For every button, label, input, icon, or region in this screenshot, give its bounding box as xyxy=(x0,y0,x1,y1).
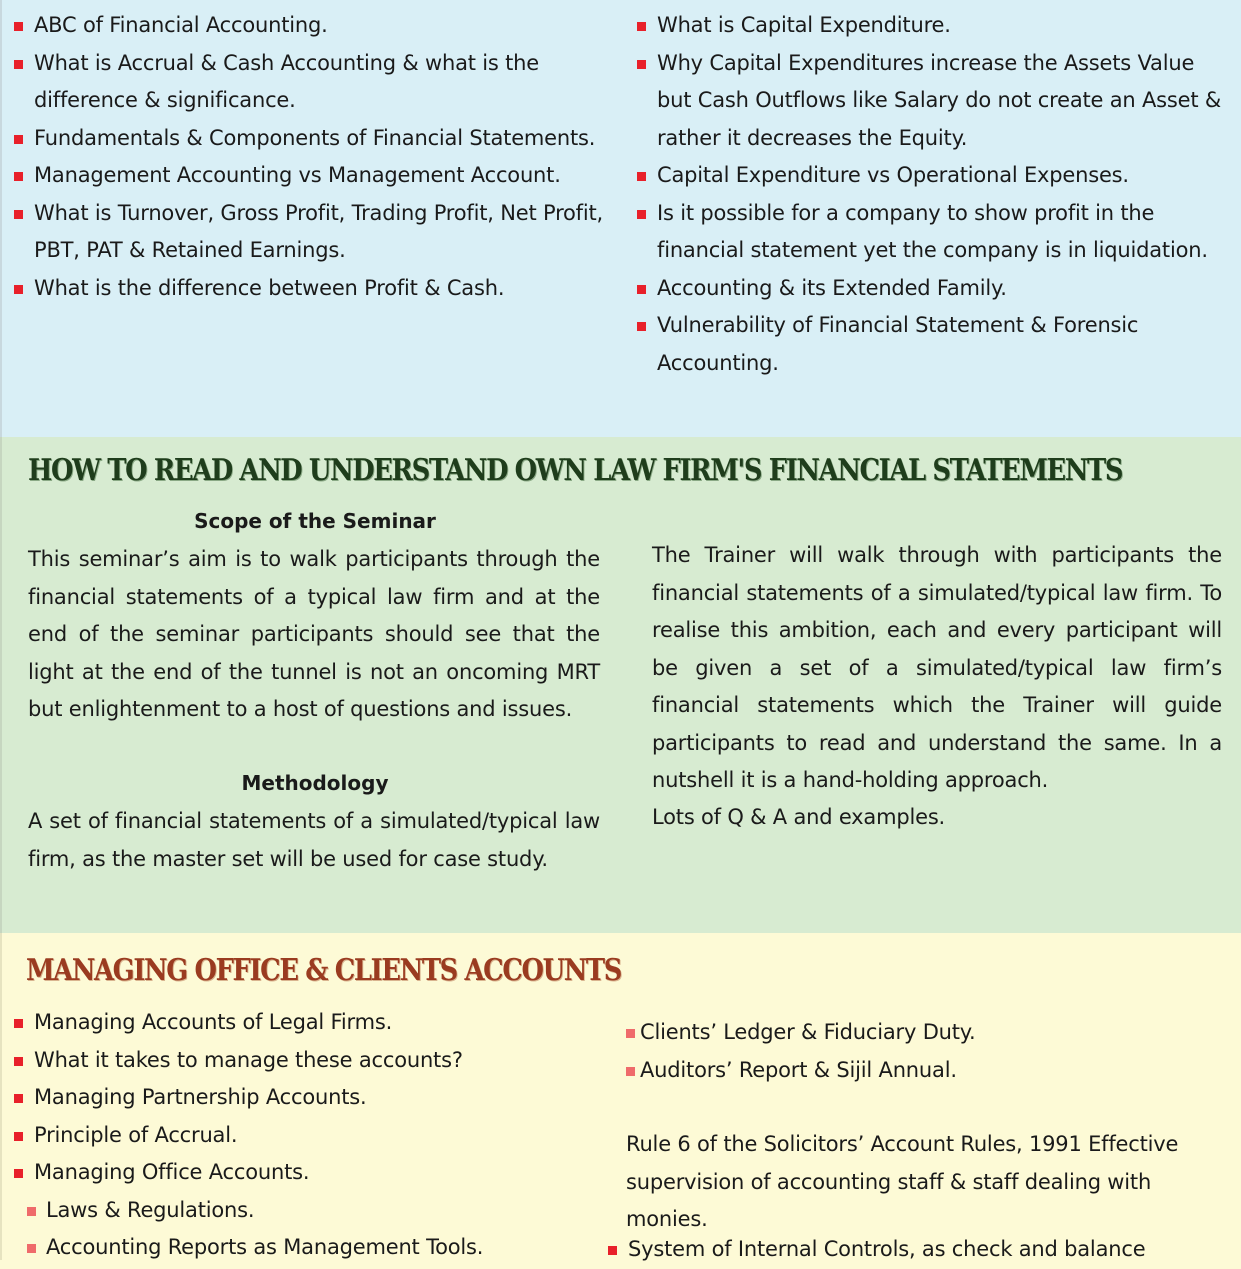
list-item-text: Managing Partnership Accounts. xyxy=(34,1085,367,1109)
bullet-square-icon xyxy=(14,1019,23,1028)
list-item xyxy=(637,157,1227,195)
list-item xyxy=(608,1231,1228,1269)
list-item xyxy=(14,270,604,308)
scope-heading: Scope of the Seminar xyxy=(194,509,436,533)
list-item-text: What is Turnover, Gross Profit, Trading Profit, Net Profit, PBT, PAT & Retained Earnings. xyxy=(34,200,604,262)
topics-left-list xyxy=(14,7,604,307)
list-item-text: What is Capital Expenditure. xyxy=(657,13,951,37)
list-item xyxy=(14,7,604,45)
bullet-square-icon xyxy=(608,1246,617,1255)
section-title: HOW TO READ AND UNDERSTAND OWN LAW FIRM'S FINANCIAL STATEMENTS xyxy=(28,453,1123,488)
bullet-square-icon xyxy=(14,1169,23,1178)
managing-left-column xyxy=(14,1004,604,1267)
managing-accounts-section xyxy=(0,933,1241,1260)
managing-right-sub-list xyxy=(626,1014,1216,1089)
list-item xyxy=(626,1052,1216,1090)
bullet-square-icon xyxy=(637,22,646,31)
methodology-paragraph: A set of financial statements of a simulated/typical law firm, as the master set will be used for case study. xyxy=(28,809,600,871)
list-item xyxy=(14,1229,604,1267)
list-item xyxy=(626,1014,1216,1052)
list-item xyxy=(14,1042,604,1080)
rule-6-paragraph: Rule 6 of the Solicitors’ Account Rules, 1991 Effective supervision of accounting staff & staff dealing with monies. xyxy=(626,1132,1179,1231)
list-item xyxy=(14,120,604,158)
bullet-square-icon xyxy=(14,22,23,31)
list-item-text: Managing Office Accounts. xyxy=(34,1160,310,1184)
list-item xyxy=(14,45,604,120)
managing-left-list xyxy=(14,1004,604,1267)
list-item xyxy=(637,195,1227,270)
qa-note: Lots of Q & A and examples. xyxy=(652,805,946,829)
topics-left-column xyxy=(14,7,604,307)
list-item xyxy=(14,195,604,270)
section-title: MANAGING OFFICE & CLIENTS ACCOUNTS xyxy=(26,953,622,988)
list-item-text: What is Accrual & Cash Accounting & what is the difference & significance. xyxy=(34,50,539,112)
list-item-text: Capital Expenditure vs Operational Expenses. xyxy=(657,163,1129,187)
list-item-text: What is the difference between Profit & Cash. xyxy=(34,275,505,300)
list-item xyxy=(14,1004,604,1042)
list-item-text: Vulnerability of Financial Statement & Forensic Accounting. xyxy=(657,313,1139,375)
managing-right-list xyxy=(608,1231,1228,1269)
bullet-square-icon xyxy=(14,285,23,294)
list-item-text: Accounting Reports as Management Tools. xyxy=(46,1235,484,1259)
list-item-text: Accounting & its Extended Family. xyxy=(657,275,1007,300)
list-item xyxy=(14,1079,604,1117)
list-item-text: Laws & Regulations. xyxy=(46,1197,255,1222)
list-item-text: Managing Accounts of Legal Firms. xyxy=(34,1010,393,1034)
methodology-heading: Methodology xyxy=(241,771,389,795)
bullet-square-icon xyxy=(14,1132,23,1141)
list-item xyxy=(637,7,1227,45)
bullet-square-icon xyxy=(27,1207,36,1216)
list-item-text: Fundamentals & Components of Financial Statements. xyxy=(34,125,596,150)
list-item-text: What it takes to manage these accounts? xyxy=(34,1047,463,1072)
list-item xyxy=(14,157,604,195)
bullet-square-icon xyxy=(27,1244,36,1253)
list-item-text: Management Accounting vs Management Account. xyxy=(34,163,561,187)
list-item xyxy=(637,270,1227,308)
list-item xyxy=(14,1192,604,1230)
topics-right-column xyxy=(637,7,1227,382)
list-item-text: ABC of Financial Accounting. xyxy=(34,13,328,37)
trainer-paragraph: The Trainer will walk through with participants the financial statements of a simulated/typical law firm. To realise this ambition, each and every participant will be given a set of a simulated/typical law firm’s financial statements which the Trainer will guide participants to read and understand the same. In a nutshell it is a hand-holding approach. xyxy=(652,543,1222,792)
bullet-square-icon xyxy=(626,1029,635,1038)
bullet-square-icon xyxy=(637,210,646,219)
list-item-text: Is it possible for a company to show profit in the financial statement yet the company is in liquidation. xyxy=(657,200,1208,262)
bullet-square-icon xyxy=(14,1057,23,1066)
bullet-square-icon xyxy=(637,60,646,69)
bullet-square-icon xyxy=(14,210,23,219)
bullet-square-icon xyxy=(14,172,23,181)
bullet-square-icon xyxy=(637,322,646,331)
managing-right-bottom xyxy=(608,1231,1228,1269)
list-item xyxy=(14,1154,604,1192)
list-item-text: Auditors’ Report & Sijil Annual. xyxy=(640,1057,957,1082)
topics-right-list xyxy=(637,7,1227,382)
list-item-text: Why Capital Expenditures increase the Assets Value but Cash Outflows like Salary do not create an Asset & rather it decreases the Equity. xyxy=(657,50,1222,150)
read-financial-statements-section xyxy=(0,437,1241,933)
list-item-text: System of Internal Controls, as check and balance xyxy=(628,1237,1146,1261)
list-item-text: Principle of Accrual. xyxy=(34,1122,238,1147)
list-item-text: Clients’ Ledger & Fiduciary Duty. xyxy=(640,1020,976,1044)
bullet-square-icon xyxy=(14,1094,23,1103)
list-item xyxy=(637,307,1227,382)
list-item xyxy=(637,45,1227,158)
managing-right-column xyxy=(626,1014,1216,1239)
list-item xyxy=(14,1117,604,1155)
scope-paragraph: This seminar’s aim is to walk participants through the financial statements of a typical law firm and at the end of the seminar participants should see that the light at the end of the tunnel is not an oncoming MRT but enlightenment to a host of questions and issues. xyxy=(28,547,600,721)
bullet-square-icon xyxy=(637,285,646,294)
financial-accounting-topics-section xyxy=(0,0,1241,437)
bullet-square-icon xyxy=(626,1067,635,1076)
bullet-square-icon xyxy=(637,172,646,181)
bullet-square-icon xyxy=(14,60,23,69)
bullet-square-icon xyxy=(14,135,23,144)
